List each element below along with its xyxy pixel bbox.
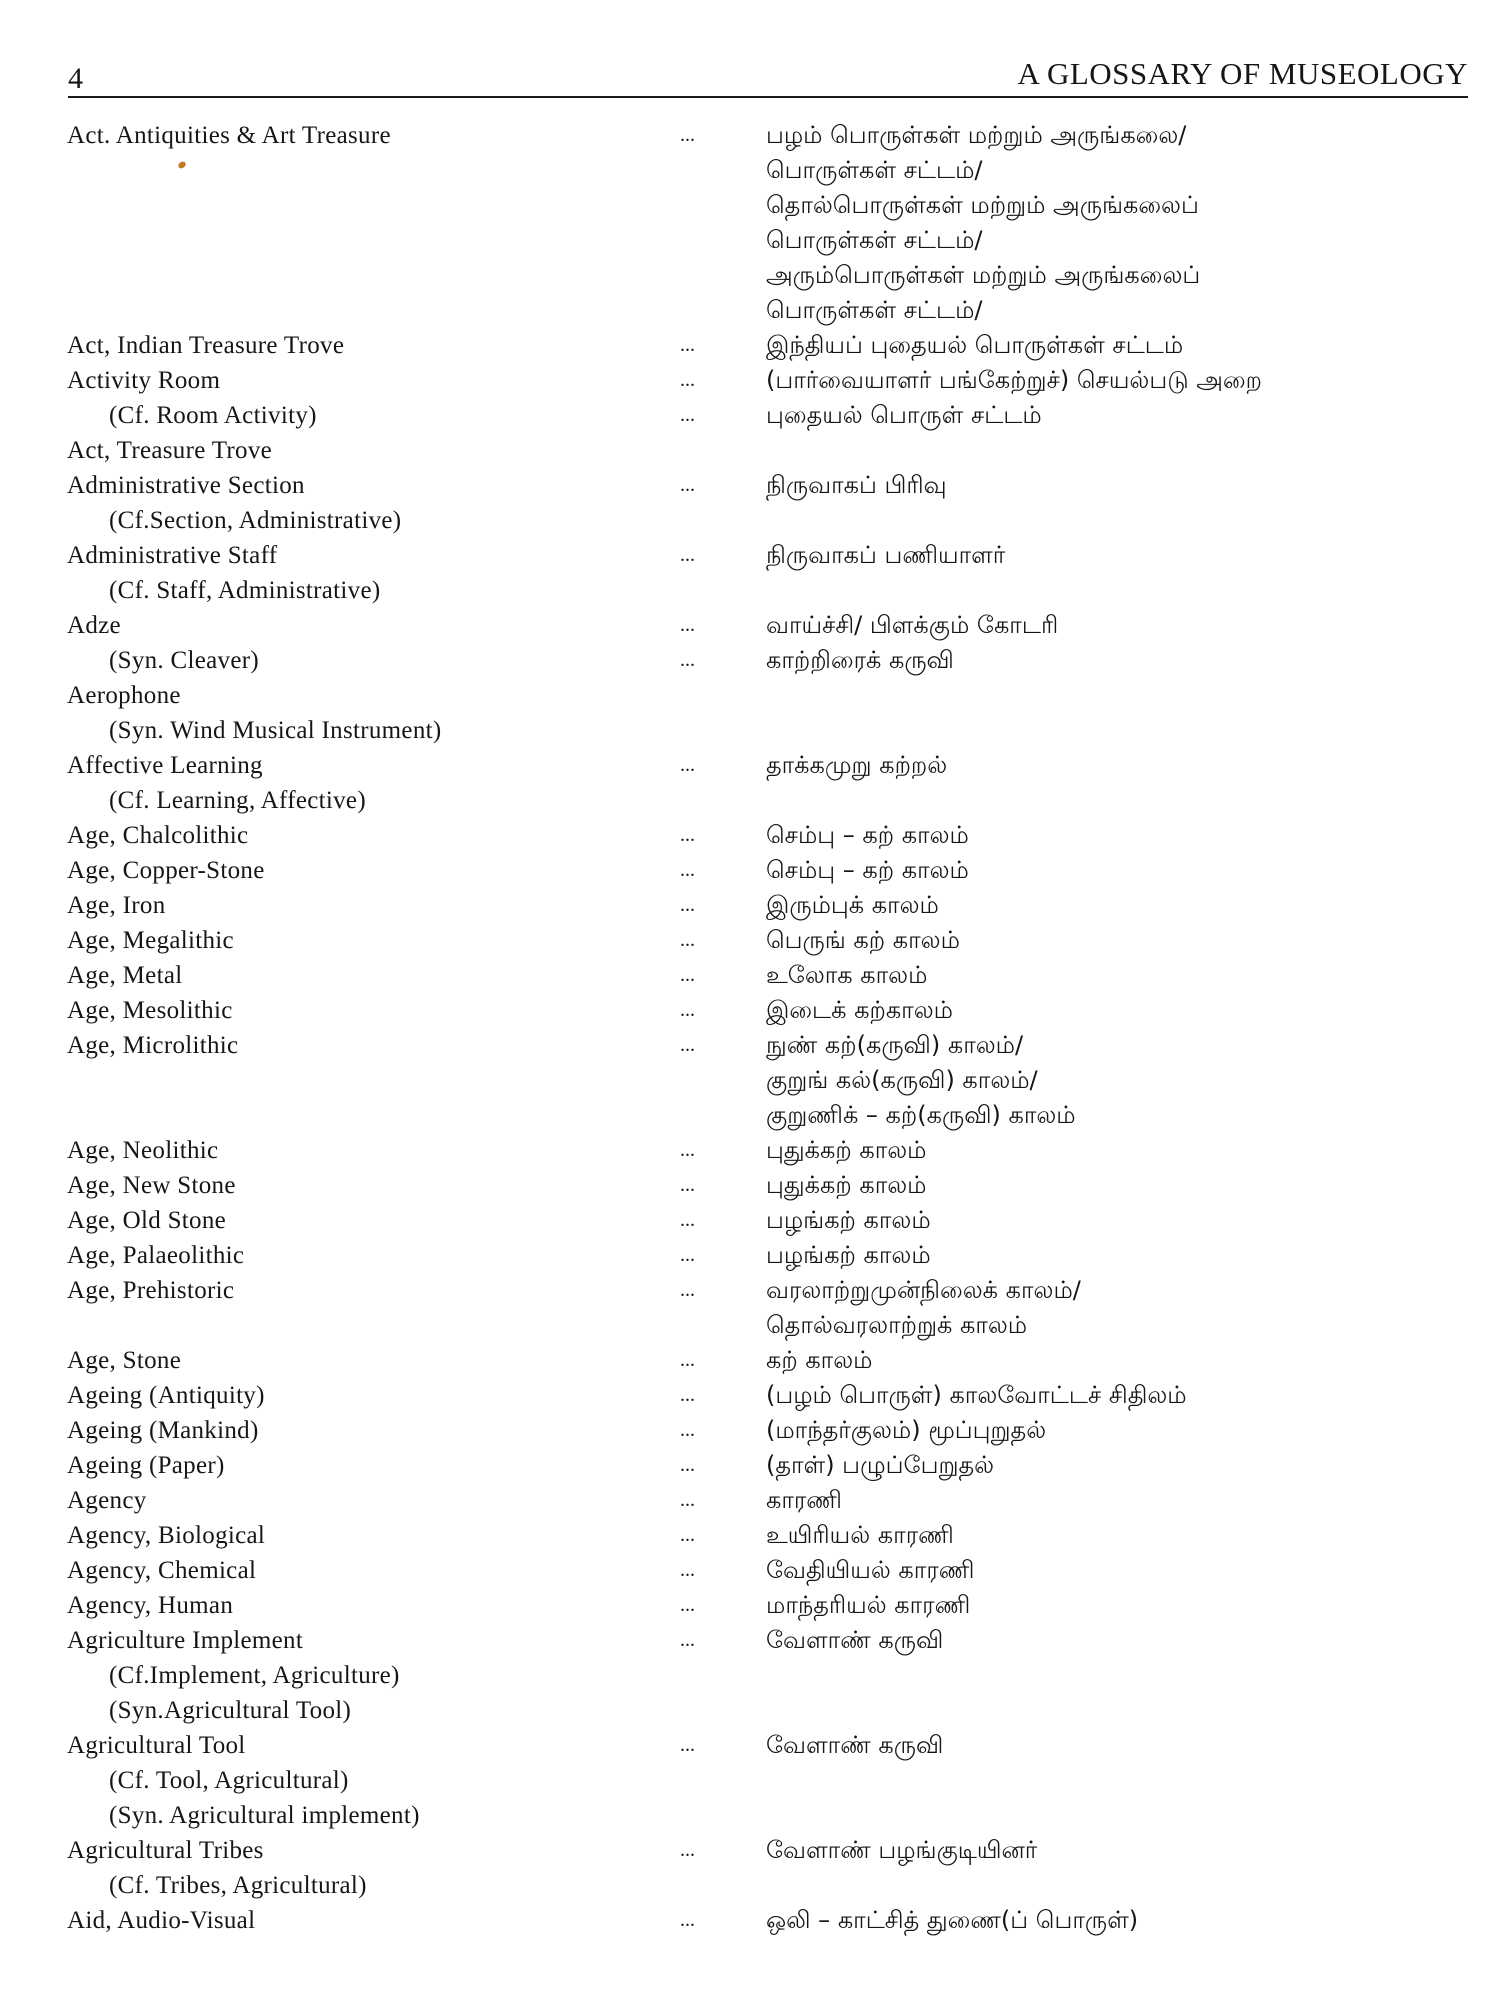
glossary-row (0, 258, 1500, 293)
header-rule (68, 96, 1468, 98)
tamil-equivalent: நிருவாகப் பிரிவு (766, 471, 947, 499)
glossary-row (0, 1658, 1500, 1693)
glossary-row (0, 1063, 1500, 1098)
tamil-equivalent: தொல்பொருள்கள் மற்றும் அருங்கலைப் (766, 191, 1199, 219)
leader-dots: ... (680, 1279, 695, 1301)
leader-dots: ... (680, 1839, 695, 1861)
tamil-equivalent: வேதியியல் காரணி (766, 1556, 975, 1584)
tamil-equivalent: இடைக் கற்காலம் (766, 996, 953, 1024)
glossary-row (0, 1798, 1500, 1833)
glossary-term: Affective Learning (67, 752, 263, 779)
cross-reference: (Syn. Wind Musical Instrument) (109, 717, 442, 744)
glossary-term: Agriculture Implement (67, 1627, 304, 1654)
tamil-equivalent: நிருவாகப் பணியாளர் (766, 541, 1006, 569)
tamil-equivalent: தொல்வரலாற்றுக் காலம் (766, 1311, 1028, 1339)
leader-dots: ... (680, 1349, 695, 1371)
glossary-row (0, 1728, 1500, 1763)
tamil-equivalent: தாக்கமுறு கற்றல் (766, 751, 948, 779)
glossary-row (0, 1903, 1500, 1938)
tamil-equivalent: செம்பு – கற் காலம் (766, 821, 969, 849)
tamil-equivalent: குறுங் கல்(கருவி) காலம்/ (766, 1066, 1038, 1094)
leader-dots: ... (680, 404, 695, 426)
glossary-row (0, 853, 1500, 888)
glossary-term: Agency, Biological (67, 1522, 266, 1549)
glossary-term: Agricultural Tribes (67, 1837, 264, 1864)
glossary-term: Act. Antiquities & Art Treasure (67, 122, 391, 149)
page-number: 4 (68, 62, 83, 95)
leader-dots: ... (680, 1909, 695, 1931)
glossary-term: Adze (67, 612, 121, 639)
leader-dots: ... (680, 1384, 695, 1406)
glossary-term: Aid, Audio-Visual (67, 1907, 256, 1934)
glossary-term: Age, Microlithic (67, 1032, 239, 1059)
cross-reference: (Cf.Implement, Agriculture) (109, 1662, 400, 1689)
leader-dots: ... (680, 649, 695, 671)
glossary-row (0, 188, 1500, 223)
tamil-equivalent: வேளாண் பழங்குடியினர் (766, 1836, 1038, 1864)
glossary-row (0, 993, 1500, 1028)
glossary-term: Age, Chalcolithic (67, 822, 249, 849)
leader-dots: ... (680, 1244, 695, 1266)
glossary-row (0, 363, 1500, 398)
leader-dots: ... (680, 1734, 695, 1756)
tamil-equivalent: வேளாண் கருவி (766, 1731, 944, 1759)
tamil-equivalent: பொருள்கள் சட்டம்/ (766, 296, 983, 324)
glossary-row (0, 1623, 1500, 1658)
tamil-equivalent: ஒலி – காட்சித் துணை(ப் பொருள்) (766, 1906, 1139, 1934)
glossary-row (0, 1203, 1500, 1238)
glossary-row (0, 1273, 1500, 1308)
leader-dots: ... (680, 1034, 695, 1056)
glossary-term: Act, Indian Treasure Trove (67, 332, 345, 359)
glossary-row (0, 958, 1500, 993)
glossary-row (0, 713, 1500, 748)
glossary-term: Age, Megalithic (67, 927, 234, 954)
glossary-term: Aerophone (67, 682, 181, 709)
glossary-row (0, 1693, 1500, 1728)
tamil-equivalent: குறுணிக் – கற்(கருவி) காலம் (766, 1101, 1076, 1129)
leader-dots: ... (680, 964, 695, 986)
tamil-equivalent: உலோக காலம் (766, 961, 928, 989)
leader-dots: ... (680, 1209, 695, 1231)
leader-dots: ... (680, 894, 695, 916)
tamil-equivalent: வேளாண் கருவி (766, 1626, 944, 1654)
leader-dots: ... (680, 1454, 695, 1476)
leader-dots: ... (680, 474, 695, 496)
glossary-row (0, 538, 1500, 573)
glossary-row (0, 888, 1500, 923)
glossary-row (0, 223, 1500, 258)
glossary-row (0, 923, 1500, 958)
cross-reference: (Cf. Tool, Agricultural) (109, 1767, 349, 1794)
tamil-equivalent: (பழம் பொருள்) காலவோட்டச் சிதிலம் (766, 1381, 1187, 1409)
glossary-row (0, 1483, 1500, 1518)
glossary-row (0, 398, 1500, 433)
tamil-equivalent: பழம் பொருள்கள் மற்றும் அருங்கலை/ (766, 121, 1187, 149)
cross-reference: (Cf. Learning, Affective) (109, 787, 366, 814)
leader-dots: ... (680, 1419, 695, 1441)
glossary-term: Administrative Section (67, 472, 305, 499)
glossary-row (0, 1308, 1500, 1343)
glossary-term: Administrative Staff (67, 542, 278, 569)
leader-dots: ... (680, 1524, 695, 1546)
tamil-equivalent: செம்பு – கற் காலம் (766, 856, 969, 884)
cross-reference: (Cf. Tribes, Agricultural) (109, 1872, 367, 1899)
cross-reference: (Syn. Agricultural implement) (109, 1802, 420, 1829)
tamil-equivalent: வரலாற்றுமுன்நிலைக் காலம்/ (766, 1276, 1081, 1304)
glossary-term: Ageing (Mankind) (67, 1417, 259, 1444)
glossary-term: Agricultural Tool (67, 1732, 246, 1759)
glossary-term: Age, Iron (67, 892, 166, 919)
tamil-equivalent: பொருள்கள் சட்டம்/ (766, 156, 983, 184)
glossary-row (0, 503, 1500, 538)
tamil-equivalent: பெருங் கற் காலம் (766, 926, 960, 954)
glossary-row (0, 643, 1500, 678)
glossary-term: Age, New Stone (67, 1172, 236, 1199)
glossary-term: Age, Copper-Stone (67, 857, 265, 884)
leader-dots: ... (680, 544, 695, 566)
tamil-equivalent: இரும்புக் காலம் (766, 891, 939, 919)
leader-dots: ... (680, 1174, 695, 1196)
glossary-term: Agency, Human (67, 1592, 234, 1619)
tamil-equivalent: புதையல் பொருள் சட்டம் (766, 401, 1042, 429)
glossary-row (0, 118, 1500, 153)
tamil-equivalent: (பார்வையாளர் பங்கேற்றுச்) செயல்படு அறை (766, 366, 1262, 394)
glossary-term: Age, Neolithic (67, 1137, 219, 1164)
tamil-equivalent: (மாந்தர்குலம்) மூப்புறுதல் (766, 1416, 1047, 1444)
glossary-row (0, 1168, 1500, 1203)
tamil-equivalent: புதுக்கற் காலம் (766, 1136, 927, 1164)
tamil-equivalent: மாந்தரியல் காரணி (766, 1591, 971, 1619)
tamil-equivalent: புதுக்கற் காலம் (766, 1171, 927, 1199)
glossary-row (0, 1518, 1500, 1553)
glossary-term: Age, Old Stone (67, 1207, 227, 1234)
glossary-row (0, 1868, 1500, 1903)
glossary-term: Age, Prehistoric (67, 1277, 235, 1304)
tamil-equivalent: பழங்கற் காலம் (766, 1241, 931, 1269)
glossary-term: Age, Mesolithic (67, 997, 233, 1024)
glossary-row (0, 468, 1500, 503)
glossary-row (0, 1343, 1500, 1378)
glossary-row (0, 1413, 1500, 1448)
tamil-equivalent: கற் காலம் (766, 1346, 873, 1374)
running-title: A GLOSSARY OF MUSEOLOGY (1017, 56, 1468, 91)
glossary-term: Activity Room (67, 367, 221, 394)
glossary-row (0, 1448, 1500, 1483)
leader-dots: ... (680, 1489, 695, 1511)
glossary-term: Age, Metal (67, 962, 183, 989)
glossary-row (0, 748, 1500, 783)
glossary-term: Age, Palaeolithic (67, 1242, 245, 1269)
glossary-term: Agency, Chemical (67, 1557, 257, 1584)
glossary-row (0, 573, 1500, 608)
leader-dots: ... (680, 334, 695, 356)
tamil-equivalent: பழங்கற் காலம் (766, 1206, 931, 1234)
glossary-row (0, 1763, 1500, 1798)
leader-dots: ... (680, 1559, 695, 1581)
page-header (68, 56, 1468, 100)
glossary-row (0, 293, 1500, 328)
glossary-term: Age, Stone (67, 1347, 182, 1374)
glossary-term: Act, Treasure Trove (67, 437, 273, 464)
glossary-entries (0, 118, 1500, 1938)
cross-reference: (Cf. Room Activity) (109, 402, 317, 429)
leader-dots: ... (680, 614, 695, 636)
glossary-row (0, 1553, 1500, 1588)
tamil-equivalent: வாய்ச்சி/ பிளக்கும் கோடரி (766, 611, 1059, 639)
glossary-row (0, 153, 1500, 188)
leader-dots: ... (680, 1629, 695, 1651)
leader-dots: ... (680, 929, 695, 951)
tamil-equivalent: (தாள்) பழுப்பேறுதல் (766, 1451, 995, 1479)
glossary-term: Ageing (Paper) (67, 1452, 225, 1479)
leader-dots: ... (680, 754, 695, 776)
leader-dots: ... (680, 999, 695, 1021)
tamil-equivalent: இந்தியப் புதையல் பொருள்கள் சட்டம் (766, 331, 1184, 359)
glossary-row (0, 1028, 1500, 1063)
cross-reference: (Cf.Section, Administrative) (109, 507, 402, 534)
leader-dots: ... (680, 369, 695, 391)
glossary-row (0, 783, 1500, 818)
leader-dots: ... (680, 859, 695, 881)
tamil-equivalent: காற்றிரைக் கருவி (766, 646, 954, 674)
glossary-row (0, 1133, 1500, 1168)
glossary-row (0, 1238, 1500, 1273)
glossary-row (0, 1098, 1500, 1133)
glossary-term: Agency (67, 1487, 147, 1514)
tamil-equivalent: அரும்பொருள்கள் மற்றும் அருங்கலைப் (766, 261, 1201, 289)
leader-dots: ... (680, 1594, 695, 1616)
glossary-term: Ageing (Antiquity) (67, 1382, 265, 1409)
glossary-row (0, 608, 1500, 643)
cross-reference: (Cf. Staff, Administrative) (109, 577, 381, 604)
glossary-row (0, 1833, 1500, 1868)
cross-reference: (Syn.Agricultural Tool) (109, 1697, 352, 1724)
glossary-row (0, 328, 1500, 363)
cross-reference: (Syn. Cleaver) (109, 647, 259, 674)
glossary-row (0, 1378, 1500, 1413)
leader-dots: ... (680, 124, 695, 146)
leader-dots: ... (680, 824, 695, 846)
tamil-equivalent: உயிரியல் காரணி (766, 1521, 954, 1549)
glossary-row (0, 433, 1500, 468)
tamil-equivalent: நுண் கற்(கருவி) காலம்/ (766, 1031, 1024, 1059)
glossary-row (0, 678, 1500, 713)
glossary-row (0, 818, 1500, 853)
tamil-equivalent: காரணி (766, 1486, 842, 1514)
glossary-row (0, 1588, 1500, 1623)
leader-dots: ... (680, 1139, 695, 1161)
tamil-equivalent: பொருள்கள் சட்டம்/ (766, 226, 983, 254)
